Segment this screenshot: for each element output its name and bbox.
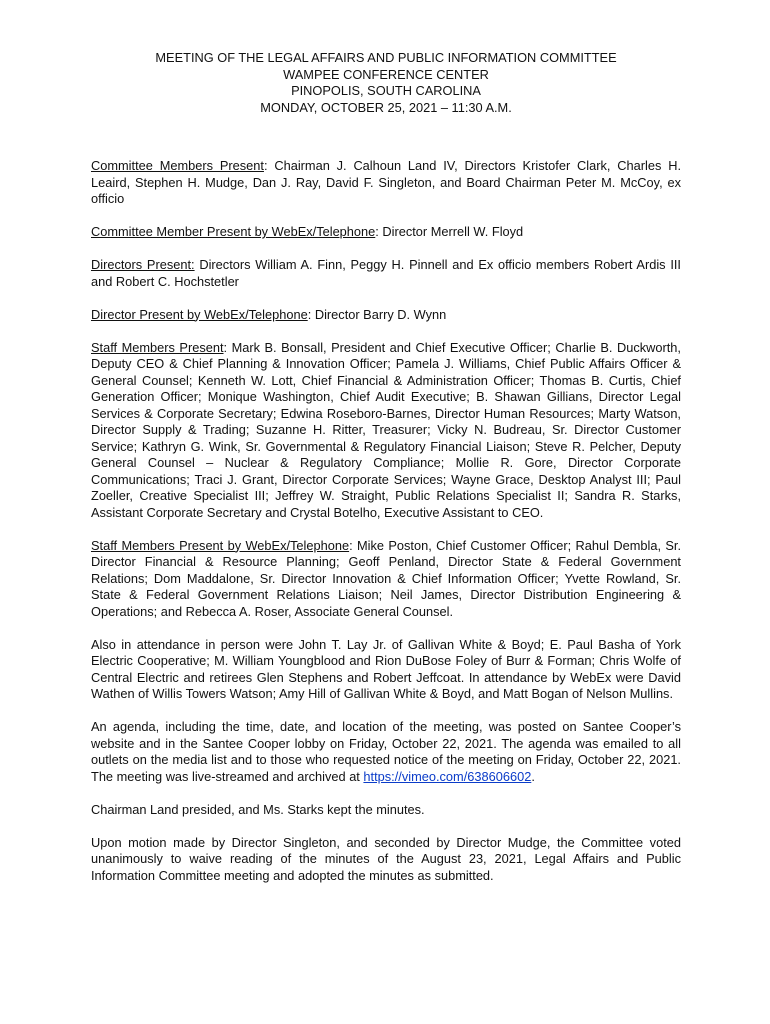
document-page xyxy=(91,50,681,901)
director-webex-label: Director Present by WebEx/Telephone xyxy=(91,306,308,322)
header-committee-title: MEETING OF THE LEGAL AFFAIRS AND PUBLIC INFORMATION COMMITTEE xyxy=(155,50,617,65)
also-in-attendance-paragraph: Also in attendance in person were John T. Lay Jr. of Gallivan White & Boyd; E. Paul Basha of York Electric Cooperative; M. William Youngblood and Rion DuBose Foley of Burr & Forman; Chris Wolfe of Central Electric and retirees Glen Stephens and Robert Jeffcoat. In attendance by WebEx were David Wathen of Willis Towers Watson; Amy Hill of Gallivan White & Boyd, and Matt Bogan of Nelson Mullins. xyxy=(91,636,681,701)
committee-members-present-label: Committee Members Present xyxy=(91,158,264,173)
meeting-header xyxy=(91,50,681,116)
motion-paragraph: Upon motion made by Director Singleton, and seconded by Director Mudge, the Committee voted unanimously to waive reading of the minutes of the August 23, 2021, Legal Affairs and Public Information Committee meeting and adopted the minutes as submitted. xyxy=(91,834,681,883)
header-venue: WAMPEE CONFERENCE CENTER xyxy=(283,66,489,82)
directors-present-text: Directors William A. Finn, Peggy H. Pinnell and Ex officio members Robert Ardis III and Robert C. Hochstetler xyxy=(91,257,681,289)
directors-present-paragraph xyxy=(91,257,681,290)
vimeo-archive-link[interactable]: https://vimeo.com/638606602 xyxy=(363,768,532,784)
header-date-time: MONDAY, OCTOBER 25, 2021 – 11:30 A.M. xyxy=(260,99,512,115)
staff-members-present-text: : Mark B. Bonsall, President and Chief Executive Officer; Charlie B. Duckworth, Deputy CEO & Chief Planning & Innovation Officer; Pamela J. Williams, Chief Public Affairs Officer & General Counsel; Kenneth W. Lott, Chief Financial & Administration Officer; Thomas B. Curtis, Chief Generation Officer; Monique Washington, Chief Audit Executive; B. Shawan Gillians, Director Legal Services & Corporate Secretary; Edwina Roseboro-Barnes, Director Human Resources; Marty Watson, Director Supply & Trading; Suzanne H. Ritter, Treasurer; Vicky N. Budreau, Sr. Director Customer Service; Kathryn G. Wink, Sr. Governmental & Regulatory Financial Liaison; Steve R. Pelcher, Deputy General Counsel – Nuclear & Regulatory Compliance; Mollie R. Gore, Director Corporate Communications; Traci J. Grant, Director Corporate Services; Wayne Grace, Desktop Analyst III; Paul Zoeller, Creative Specialist III; Jeffrey W. Straight, Public Relations Specialist II; Sandra R. Starks, Assistant Corporate Secretary and Crystal Botelho, Executive Assistant to CEO. xyxy=(91,339,681,520)
staff-members-webex-paragraph xyxy=(91,538,681,621)
director-webex-text: : Director Barry D. Wynn xyxy=(307,306,447,322)
presided-paragraph: Chairman Land presided, and Ms. Starks kept the minutes. xyxy=(91,801,425,817)
header-location: PINOPOLIS, SOUTH CAROLINA xyxy=(291,83,481,98)
agenda-end: . xyxy=(531,768,535,784)
committee-member-webex-paragraph xyxy=(91,224,681,241)
agenda-text: An agenda, including the time, date, and location of the meeting, was posted on Santee Cooper’s website and in the Santee Cooper lobby on Friday, October 22, 2021. The agenda was emailed to all outlets on the media list and to those who requested notice of the meeting on Friday, October 22, 2021. The meeting was live-streamed and archived at xyxy=(91,719,681,784)
staff-members-present-label: Staff Members Present xyxy=(91,339,224,355)
committee-members-present-text: : Chairman J. Calhoun Land IV, Directors Kristofer Clark, Charles H. Leaird, Stephen H. Mudge, Dan J. Ray, David F. Singleton, and Board Chairman Peter M. McCoy, ex officio xyxy=(91,158,681,206)
committee-member-webex-text: : Director Merrell W. Floyd xyxy=(375,224,524,239)
staff-members-webex-label: Staff Members Present by WebEx/Telephone xyxy=(91,537,350,553)
staff-members-present-paragraph xyxy=(91,340,681,522)
directors-present-label: Directors Present: xyxy=(91,257,195,272)
director-webex-paragraph xyxy=(91,307,681,324)
staff-members-webex-text: : Mike Poston, Chief Customer Officer; Rahul Dembla, Sr. Director Financial & Resource Planning; Geoff Penland, Director State & Federal Government Relations; Dom Maddalone, Sr. Director Innovation & Chief Information Officer; Yvette Rowland, Sr. State & Federal Government Relations Liaison; Neil James, Director Distribution Engineering & Operations; and Rebecca A. Roser, Associate General Counsel. xyxy=(91,537,681,619)
committee-members-present-paragraph xyxy=(91,158,681,208)
agenda-paragraph xyxy=(91,719,681,785)
committee-member-webex-label: Committee Member Present by WebEx/Telephone xyxy=(91,224,376,239)
